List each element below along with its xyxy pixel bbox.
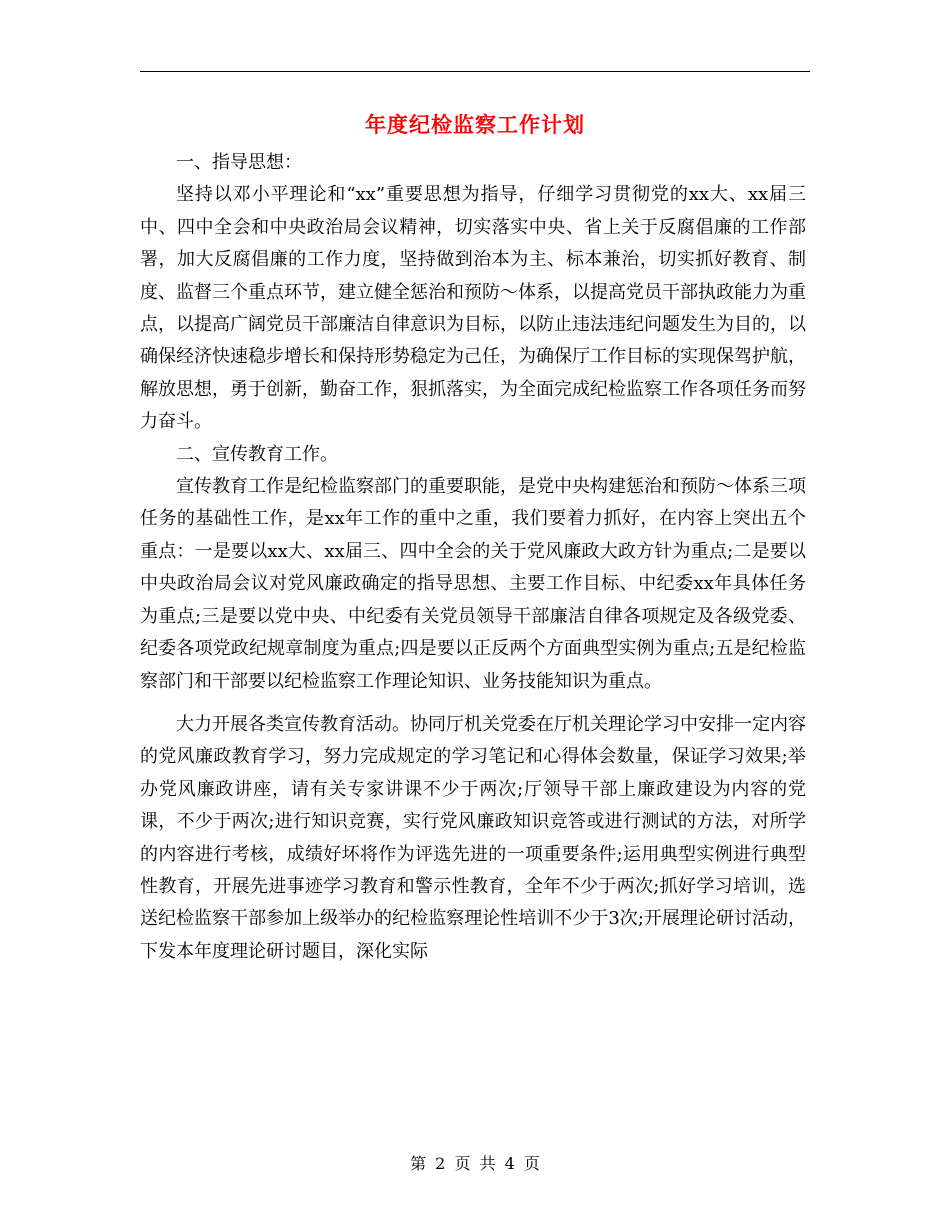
document-body — [140, 147, 806, 968]
paragraph-guiding-ideology: 坚持以邓小平理论和“xx”重要思想为指导，仔细学习贯彻党的xx大、xx届三中、四中全会和中央政治局会议精神，切实落实中央、省上关于反腐倡廉的工作部署，加大反腐倡廉的工作力度，坚持做到治本为主、标本兼治，切实抓好教育、制度、监督三个重点环节，建立健全惩治和预防～体系，以提高党员干部执政能力为重点，以提高广阔党员干部廉洁自律意识为目标，以防止违法违纪问题发生为目的，以确保经济快速稳步增长和保持形势稳定为己任，为确保厅工作目标的实现保驾护航，解放思想，勇于创新，勤奋工作，狠抓落实，为全面完成纪检监察工作各项任务而努力奋斗。 — [140, 184, 806, 433]
paragraph-publicity-education: 宣传教育工作是纪检监察部门的重要职能，是党中央构建惩治和预防～体系三项任务的基础性工作，是xx年工作的重中之重，我们要着力抓好，在内容上突出五个重点：一是要以xx大、xx届三、四中全会的关于党风廉政大政方针为重点;二是要以中央政治局会议对党风廉政确定的指导思想、主要工作目标、中纪委xx年具体任务为重点;三是要以党中央、中纪委有关党员领导干部廉洁自律各项规定及各级党委、纪委各项党政纪规章制度为重点;四是要以正反两个方面典型实例为重点;五是纪检监察部门和干部要以纪检监察工作理论知识、业务技能知识为重点。 — [140, 476, 806, 692]
section-heading-guiding-ideology: 一、指导思想： — [176, 152, 302, 173]
header-rule — [140, 71, 810, 72]
document-title: 年度纪检监察工作计划 — [365, 112, 585, 137]
page-number-footer: 第 2 页 共 4 页 — [410, 1154, 540, 1173]
section-heading-publicity-education: 二、宣传教育工作。 — [176, 443, 338, 465]
paragraph-education-activities: 大力开展各类宣传教育活动。协同厅机关党委在厅机关理论学习中安排一定内容的党风廉政教育学习，努力完成规定的学习笔记和心得体会数量，保证学习效果;举办党风廉政讲座，请有关专家讲课不少于两次;厅领导干部上廉政建设为内容的党课，不少于两次;进行知识竞赛，实行党风廉政知识竞答或进行测试的方法，对所学的内容进行考核，成绩好坏将作为评选先进的一项重要条件;运用典型实例进行典型性教育，开展先进事迹学习教育和警示性教育，全年不少于两次;抓好学习培训，选送纪检监察干部参加上级举办的纪检监察理论性培训不少于3次;开展理论研讨活动，下发本年度理论研讨题目，深化实际 — [140, 713, 806, 962]
